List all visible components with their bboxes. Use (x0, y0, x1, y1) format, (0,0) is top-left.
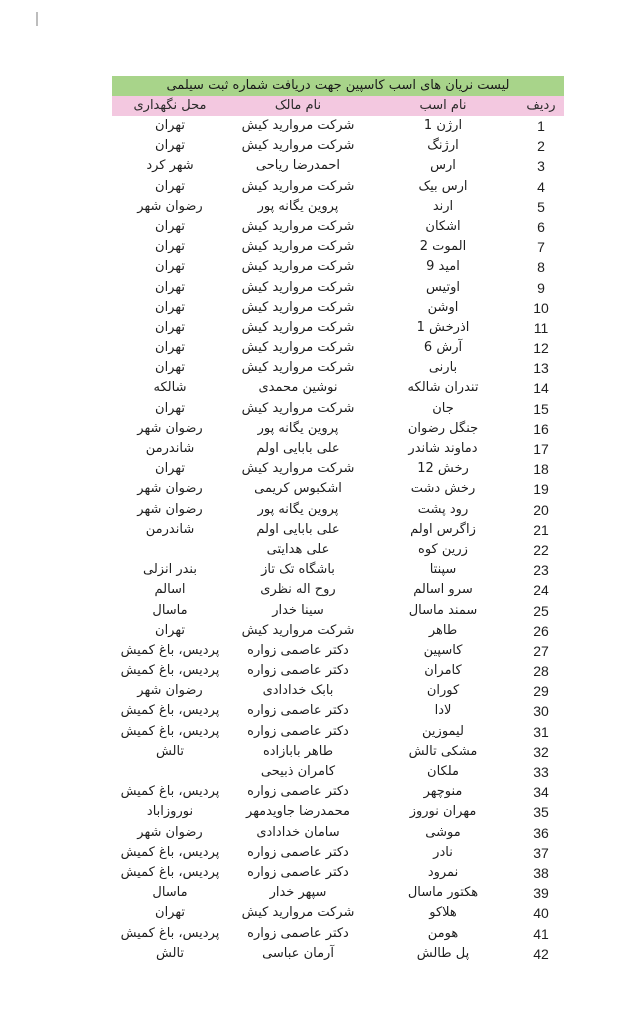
location-cell: بندر انزلی (143, 562, 197, 578)
location-cell: ماسال (152, 885, 188, 901)
table-row (112, 681, 564, 701)
owner-name-cell: شرکت مروارید کیش (241, 218, 355, 234)
location-cell: تهران (155, 905, 185, 921)
table-row (112, 782, 564, 802)
owner-name-cell: شرکت مروارید کیش (241, 905, 355, 921)
horse-name-cell: منوچهر (423, 784, 463, 800)
owner-name-cell: دکتر عاصمی زواره (247, 723, 349, 739)
table-row (112, 580, 564, 600)
row-number-cell: 16 (533, 420, 549, 437)
table-row (112, 843, 564, 863)
table-header-row (112, 96, 564, 116)
table-row (112, 742, 564, 762)
horse-name-cell: ارژنگ (427, 138, 459, 154)
location-cell: تهران (155, 118, 185, 133)
table-row (112, 500, 564, 520)
owner-name-cell: شرکت مروارید کیش (241, 622, 355, 638)
location-cell: تهران (155, 461, 185, 477)
row-number-cell: 21 (533, 521, 549, 538)
row-number-cell: 3 (537, 158, 545, 175)
location-cell (112, 762, 228, 782)
location-cell: پردیس، باغ کمیش (120, 864, 220, 880)
table-row (112, 136, 564, 156)
row-number-cell: 8 (537, 259, 545, 276)
owner-name-cell: دکتر عاصمی زواره (247, 925, 349, 941)
location-cell: تهران (155, 218, 185, 234)
owner-name-cell: سینا خدار (272, 602, 324, 618)
page-corner-mark (36, 12, 38, 26)
horse-name-cell: اوشن (427, 299, 459, 315)
table-row (112, 479, 564, 499)
table-row (112, 701, 564, 721)
horse-name-cell: زاگرس اولم (410, 521, 476, 537)
header-row-number: ردیف (526, 98, 556, 113)
table-row (112, 823, 564, 843)
horse-name-cell: بارنی (428, 360, 458, 376)
table-row (112, 722, 564, 742)
horse-name-cell: اشکان (425, 218, 461, 234)
table-title: لیست نریان های اسب کاسپین جهت دریافت شماره ثبت سیلمی (112, 76, 564, 96)
row-number-cell: 42 (533, 945, 549, 962)
location-cell: تهران (155, 138, 185, 154)
horse-name-cell: طاهر (428, 622, 458, 638)
location-cell: تهران (155, 178, 185, 194)
row-number-cell: 37 (533, 844, 549, 861)
table-row (112, 903, 564, 923)
row-number-cell: 23 (533, 562, 549, 579)
location-cell: پردیس، باغ کمیش (120, 844, 220, 860)
table-row (112, 217, 564, 237)
row-number-cell: 9 (537, 279, 545, 296)
horse-name-cell: ارس بیک (418, 178, 468, 194)
owner-name-cell: پروین یگانه پور (257, 198, 339, 214)
row-number-cell: 29 (533, 683, 549, 700)
horse-name-cell: کوران (426, 683, 460, 699)
row-number-cell: 10 (533, 299, 549, 316)
owner-name-cell: بابک خدادادی (262, 683, 334, 699)
owner-name-cell: دکتر عاصمی زواره (247, 642, 349, 658)
location-cell: رضوان شهر (137, 481, 203, 497)
table-row (112, 399, 564, 419)
table-row (112, 924, 564, 944)
location-cell: تهران (155, 319, 185, 335)
horse-name-cell: مشکی تالش (408, 743, 478, 759)
owner-name-cell: نوشین محمدی (258, 380, 338, 396)
location-cell: شاندرمن (145, 521, 195, 537)
table-row (112, 298, 564, 318)
owner-name-cell: شرکت مروارید کیش (241, 461, 355, 477)
row-number-cell: 18 (533, 461, 549, 478)
location-cell: رضوان شهر (137, 501, 203, 517)
owner-name-cell: سامان خدادادی (256, 824, 340, 840)
horse-name-cell: کاسپین (423, 642, 463, 658)
owner-name-cell: اشکبوس کریمی (254, 481, 342, 497)
horse-name-cell: هومن (427, 925, 459, 941)
owner-name-cell: شرکت مروارید کیش (241, 138, 355, 154)
horse-name-cell: رخش 12 (417, 461, 469, 477)
location-cell: پردیس، باغ کمیش (120, 642, 220, 658)
owner-name-cell: سپهر خدار (269, 885, 327, 901)
row-number-cell: 24 (533, 582, 549, 599)
owner-name-cell: شرکت مروارید کیش (241, 178, 355, 194)
location-cell: پردیس، باغ کمیش (120, 784, 220, 800)
table-row (112, 621, 564, 641)
horse-name-cell: لادا (434, 703, 452, 719)
horse-name-cell: زرین کوه (418, 541, 468, 557)
row-number-cell: 41 (533, 925, 549, 942)
location-cell: شاندرمن (145, 441, 195, 456)
location-cell: رضوان شهر (137, 420, 203, 436)
table-row (112, 601, 564, 621)
table-body (112, 116, 564, 964)
horse-name-cell: الموت 2 (419, 239, 467, 255)
owner-name-cell: علی بابایی اولم (256, 441, 340, 456)
table-row (112, 338, 564, 358)
owner-name-cell: آرمان عباسی (262, 945, 334, 961)
row-number-cell: 7 (537, 239, 545, 256)
table-row (112, 863, 564, 883)
table-row (112, 540, 564, 560)
owner-name-cell: شرکت مروارید کیش (241, 340, 355, 356)
location-cell: تهران (155, 239, 185, 255)
horse-name-cell: رخش دشت (410, 481, 476, 497)
row-number-cell: 22 (533, 541, 549, 558)
table-row (112, 641, 564, 661)
row-number-cell: 33 (533, 764, 549, 780)
owner-name-cell: پروین یگانه پور (257, 420, 339, 436)
row-number-cell: 5 (537, 198, 545, 215)
row-number-cell: 35 (533, 804, 549, 821)
row-number-cell: 12 (533, 340, 549, 357)
location-cell: تالش (155, 743, 185, 759)
header-owner-name: نام مالک (274, 98, 322, 113)
horse-name-cell: سپنتا (429, 562, 457, 578)
table-row (112, 177, 564, 197)
owner-name-cell: احمدرضا ریاحی (255, 158, 341, 174)
owner-name-cell: دکتر عاصمی زواره (247, 864, 349, 880)
horse-name-cell: سمند ماسال (408, 602, 478, 618)
location-cell: رضوان شهر (137, 824, 203, 840)
owner-name-cell: شرکت مروارید کیش (241, 118, 355, 133)
horse-name-cell: جان (432, 400, 454, 416)
owner-name-cell: شرکت مروارید کیش (241, 279, 355, 295)
row-number-cell: 14 (533, 380, 549, 397)
table-row (112, 197, 564, 217)
owner-name-cell: باشگاه تک تاز (261, 562, 335, 578)
row-number-cell: 34 (533, 784, 549, 801)
row-number-cell: 39 (533, 885, 549, 902)
horse-name-cell: جنگل رضوان (407, 420, 479, 436)
horse-name-cell: موشی (425, 824, 461, 840)
location-cell: نوروزاباد (146, 804, 194, 820)
row-number-cell: 20 (533, 501, 549, 518)
table-row (112, 883, 564, 903)
owner-name-cell: علی هدایتی (266, 541, 330, 557)
table-row (112, 257, 564, 277)
table-row (112, 944, 564, 964)
location-cell (112, 540, 228, 560)
owner-name-cell: روح اله نظری (260, 582, 336, 598)
location-cell: تالش (155, 945, 185, 961)
owner-name-cell: شرکت مروارید کیش (241, 239, 355, 255)
location-cell: ماسال (152, 602, 188, 618)
owner-name-cell: محمدرضا جاویدمهر (246, 804, 350, 820)
row-number-cell: 26 (533, 622, 549, 639)
horse-name-cell: ارژن 1 (423, 118, 463, 133)
horse-name-cell: ارند (432, 198, 454, 214)
table-row (112, 156, 564, 176)
horse-name-cell: دماوند شاندر (408, 441, 478, 456)
location-cell: رضوان شهر (137, 198, 203, 214)
header-horse-name: نام اسب (419, 98, 467, 113)
horse-name-cell: ارس (430, 158, 456, 174)
header-location: محل نگهداری (133, 98, 207, 113)
location-cell: تهران (155, 340, 185, 356)
table-row (112, 439, 564, 459)
row-number-cell: 15 (533, 400, 549, 417)
location-cell: تهران (155, 400, 185, 416)
owner-name-cell: شرکت مروارید کیش (241, 259, 355, 275)
horse-name-cell: هکتور ماسال (407, 885, 479, 901)
owner-name-cell: پروین یگانه پور (257, 501, 339, 517)
row-number-cell: 25 (533, 602, 549, 619)
location-cell: پردیس، باغ کمیش (120, 703, 220, 719)
row-number-cell: 27 (533, 642, 549, 659)
table-row (112, 419, 564, 439)
horse-list-table (112, 76, 564, 964)
row-number-cell: 17 (533, 441, 549, 457)
table-row (112, 520, 564, 540)
owner-name-cell: دکتر عاصمی زواره (247, 663, 349, 679)
table-row (112, 318, 564, 338)
location-cell: پردیس، باغ کمیش (120, 925, 220, 941)
location-cell: رضوان شهر (137, 683, 203, 699)
row-number-cell: 19 (533, 481, 549, 498)
table-row (112, 358, 564, 378)
row-number-cell: 36 (533, 824, 549, 841)
owner-name-cell: شرکت مروارید کیش (241, 400, 355, 416)
horse-name-cell: اوتیس (425, 279, 460, 295)
owner-name-cell: طاهر بابازاده (262, 743, 334, 759)
row-number-cell: 31 (533, 723, 549, 740)
owner-name-cell: شرکت مروارید کیش (241, 360, 355, 376)
horse-name-cell: مهران نوروز (409, 804, 477, 820)
horse-name-cell: نادر (433, 844, 453, 860)
table-row (112, 459, 564, 479)
horse-name-cell: لیموزین (422, 723, 464, 739)
location-cell: اسالم (154, 582, 186, 598)
location-cell: پردیس، باغ کمیش (120, 723, 220, 739)
location-cell: تهران (155, 259, 185, 275)
horse-name-cell: هلاکو (429, 905, 457, 921)
table-row (112, 237, 564, 257)
owner-name-cell: شرکت مروارید کیش (241, 299, 355, 315)
location-cell: پردیس، باغ کمیش (120, 663, 220, 679)
row-number-cell: 13 (533, 360, 549, 377)
horse-name-cell: اذرخش 1 (416, 319, 470, 335)
table-row (112, 802, 564, 822)
horse-name-cell: ملکان (427, 764, 459, 779)
table-row (112, 762, 564, 782)
location-cell: تهران (155, 622, 185, 638)
horse-name-cell: رود پشت (417, 501, 469, 517)
row-number-cell: 32 (533, 743, 549, 760)
row-number-cell: 1 (537, 118, 545, 134)
row-number-cell: 28 (533, 663, 549, 680)
horse-name-cell: آرش 6 (423, 340, 463, 356)
row-number-cell: 11 (533, 319, 549, 336)
row-number-cell: 40 (533, 905, 549, 922)
row-number-cell: 6 (537, 218, 545, 235)
table-row (112, 560, 564, 580)
table-row (112, 378, 564, 398)
row-number-cell: 2 (537, 138, 545, 155)
horse-name-cell: نمرود (427, 864, 459, 880)
horse-name-cell: امید 9 (426, 259, 460, 275)
row-number-cell: 38 (533, 864, 549, 881)
table-row (112, 661, 564, 681)
horse-name-cell: پل طالش (416, 945, 470, 961)
owner-name-cell: دکتر عاصمی زواره (247, 703, 349, 719)
horse-name-cell: سرو اسالم (413, 582, 473, 598)
owner-name-cell: علی بابایی اولم (256, 521, 340, 537)
row-number-cell: 30 (533, 703, 549, 720)
location-cell: شالکه (153, 380, 187, 396)
owner-name-cell: دکتر عاصمی زواره (247, 784, 349, 800)
table-row (112, 278, 564, 298)
horse-name-cell: تندران شالکه (407, 380, 479, 396)
horse-name-cell: کامران (424, 663, 462, 679)
owner-name-cell: دکتر عاصمی زواره (247, 844, 349, 860)
location-cell: تهران (155, 360, 185, 376)
table-row (112, 116, 564, 136)
row-number-cell: 4 (537, 178, 545, 195)
location-cell: تهران (155, 299, 185, 315)
owner-name-cell: شرکت مروارید کیش (241, 319, 355, 335)
location-cell: تهران (155, 279, 185, 295)
location-cell: شهر کرد (146, 158, 194, 174)
owner-name-cell: کامران ذبیحی (260, 764, 336, 779)
